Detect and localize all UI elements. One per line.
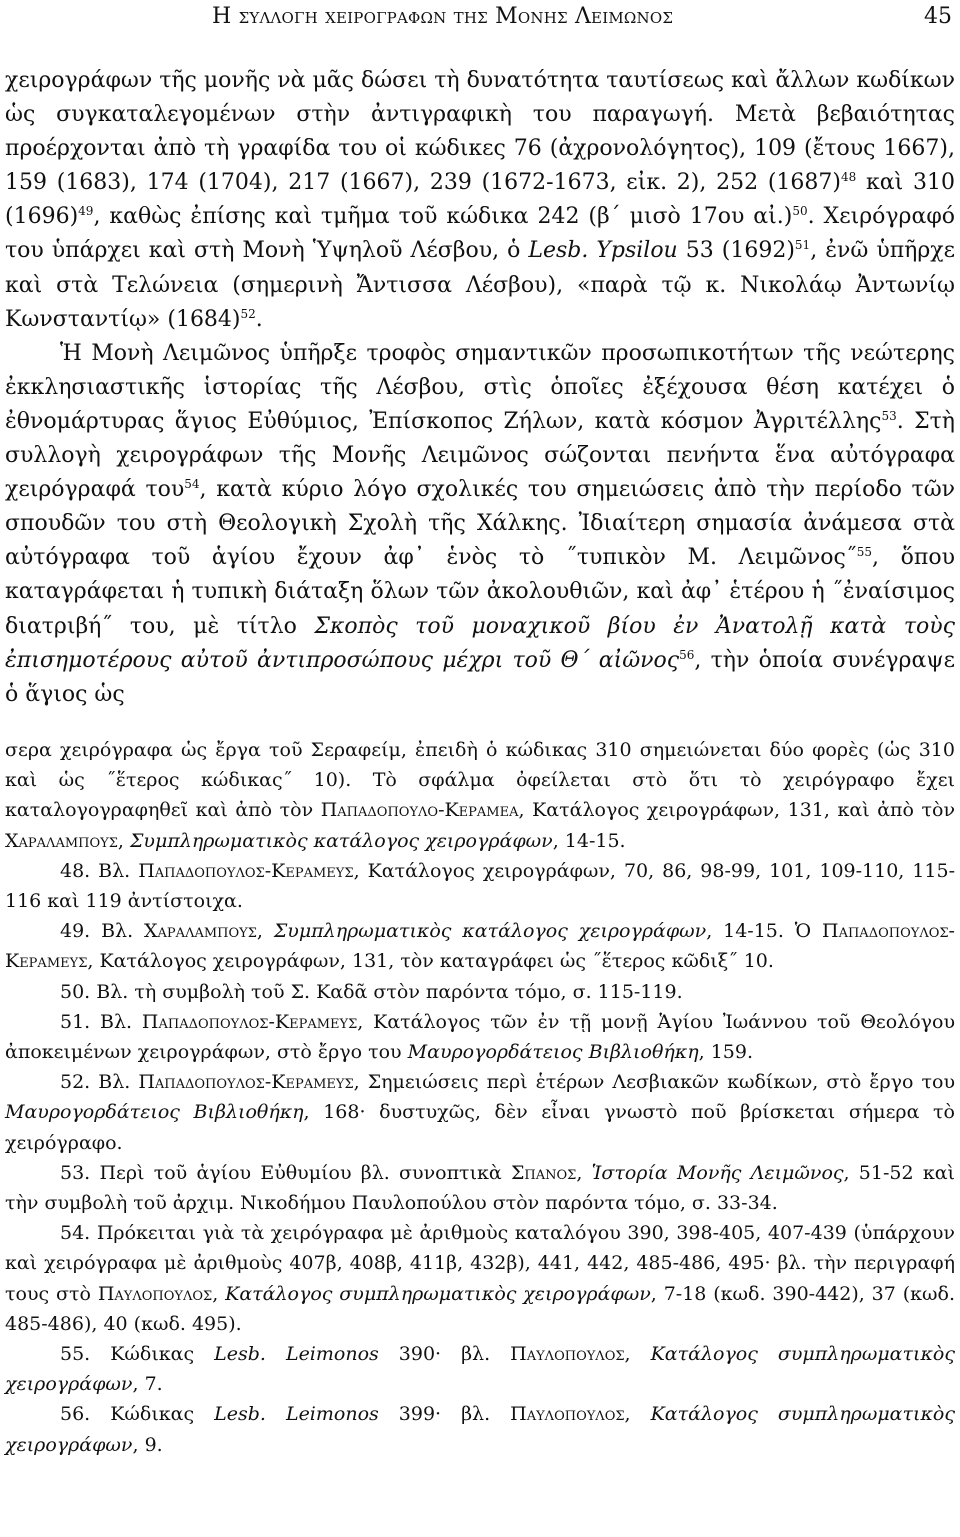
text-run: 49. Βλ. <box>60 920 145 943</box>
text-run: χειρογράφων τῆς μονῆς νὰ μᾶς δώσει τὴ δυνατότητα ταυτίσεως καὶ ἄλλων κωδίκων ὡς συγκαταλεγομένων στὴν ἀντιγραφικὴ του παραγωγή. Μετὰ βεβαιότητας προέρχονται ἀπὸ τὴ γραφίδα του οἱ κώδικες 76 (ἀχρονολόγητος), 109 (ἔτους 1667), 159 (1683), 174 (1704), 217 (1667), 239 (1672-1673, εἰκ. 2), 252 (1687) <box>5 68 955 196</box>
manuscript-siglum: Lesb. Leimonos <box>214 1343 379 1366</box>
manuscript-siglum: Lesb. Leimonos <box>214 1403 379 1426</box>
footnote-ref[interactable]: 48 <box>841 170 857 185</box>
text-run: , ἐνῶ ὑπῆρχε καὶ στὰ Τελώνεια (σημερινὴ Ἄντισσα Λέσβου), «παρὰ τῷ κ. Νικολάῳ Ἀντωνίῳ Κωνσταντίῳ» (1684) <box>5 238 955 332</box>
text-run: , <box>212 1282 226 1305</box>
footnote-49 <box>5 916 955 976</box>
text-run: 52. Βλ. <box>60 1071 139 1094</box>
work-title: Κατάλογος συμπληρωματικὸς χειρογράφων <box>5 1403 955 1456</box>
text-run: 56. Κώδικας <box>60 1403 215 1426</box>
footnotes <box>5 735 955 1460</box>
text-run: , 9. <box>132 1433 163 1456</box>
text-run: . Στὴ συλλογὴ χειρογράφων τῆς Μονῆς Λειμῶνος σώζονται πενήντα ἕνα αὐτόγραφα χειρόγραφά του <box>5 408 955 503</box>
footnote-ref[interactable]: 50 <box>792 204 808 219</box>
author-name: Παπαδοπουλος-Κεραμευς <box>138 1071 354 1094</box>
text-run: , καθὼς ἐπίσης καὶ τμῆμα τοῦ κώδικα 242 (β΄ μισὸ 17ου αἰ.) <box>93 204 793 230</box>
footnote-53 <box>5 1158 955 1218</box>
text-run: , 168· δυστυχῶς, δὲν εἶναι γνωστὸ ποῦ βρίσκεται σήμερα τὸ χειρόγραφο. <box>5 1101 955 1154</box>
footnote-ref[interactable]: 52 <box>240 306 256 321</box>
text-run: , <box>624 1403 651 1426</box>
footnote-48 <box>5 856 955 916</box>
author-name: Σπανος <box>510 1161 577 1184</box>
footnote-51 <box>5 1007 955 1067</box>
text-run: , ὅπου καταγράφεται ἡ τυπικὴ διάταξη ὅλων τῶν ἀκολουθιῶν, καὶ ἀφ᾽ ἑτέρου ἡ ˝ἐναίσιμος διατριβή˝ του, μὲ τίτλο <box>5 545 955 639</box>
text-run: , Κατάλογος χειρογράφων, 70, 86, 98-99, 101, 109-110, 115-116 καὶ 119 ἀντίστοιχα. <box>5 859 955 913</box>
footnote-ref[interactable]: 53 <box>881 408 897 423</box>
footnote-ref[interactable]: 54 <box>184 477 200 492</box>
running-title: Η συλλογη χειρογραφων της Μονης Λειμωνος <box>212 4 674 29</box>
author-name: Παυλοπουλος <box>97 1282 213 1305</box>
text-run: 399· βλ. <box>378 1403 511 1426</box>
text-run: σερα χειρόγραφα ὡς ἔργα τοῦ Σεραφείμ, ἐπειδὴ ὁ κώδικας 310 σημειώνεται δύο φορὲς (ὡς 310 καὶ ὡς ˝ἕτερος κώδικας˝ 10). Τὸ σφάλμα ὀφείλεται στὸ ὅτι τὸ χειρόγραφο ἔχει καταλογογραφηθεῖ καὶ ἀπὸ τὸν <box>5 739 955 822</box>
work-title: Μαυρογορδάτειος Βιβλιοθήκη <box>407 1041 699 1064</box>
work-title: Συμπληρωματικὸς κατάλογος χειρογράφων <box>273 920 707 943</box>
text-run: , κατὰ κύριο λόγο σχολικές του σημειώσεις ἀπὸ τὴν περίοδο τῶν σπουδῶν του στὴ Θεολογικὴ Σχολὴ τῆς Χάλκης. Ἰδιαίτερη σημασία ἀνάμεσα στὰ αὐτόγραφα τοῦ ἁγίου ἔχουν ἀφ᾽ ἑνὸς τὸ ˝τυπικὸν Μ. Λειμῶνος˝ <box>5 477 956 571</box>
running-header <box>0 0 960 40</box>
author-name: Χαραλαμπους <box>5 829 118 852</box>
text-run: 53 (1692) <box>677 238 795 264</box>
work-title: Σκοπὸς τοῦ μοναχικοῦ βίου ἐν Ἀνατολῇ κατὰ τοὺς ἐπισημοτέρους αὐτοῦ ἀντιπροσώπους μέχρι τοῦ Θ΄ αἰῶνος <box>5 613 955 673</box>
text-run: , 159. <box>698 1041 753 1064</box>
text-run: , τὴν ὁποία συνέγραψε ὁ ἅγιος ὡς <box>5 647 955 707</box>
text-run: , 51-52 καὶ τὴν συμβολὴ τοῦ ἀρχιμ. Νικοδήμου Παυλοπούλου στὸν παρόντα τόμο, σ. 33-34. <box>5 1161 955 1215</box>
work-title: Συμπληρωματικὸς κατάλογος χειρογράφων <box>130 829 553 852</box>
author-name: Παπαδοπουλος-Κεραμευς <box>5 920 955 973</box>
paragraph <box>5 64 955 337</box>
footnote-55 <box>5 1339 955 1399</box>
main-text <box>5 64 955 712</box>
text-run: , 14-15. <box>552 829 626 852</box>
text-run: , Κατάλογος τῶν ἐν τῇ μονῇ Ἁγίου Ἰωάννου τοῦ Θεολόγου ἀποκειμένων χειρογράφων, στὸ ἔργο του <box>5 1010 955 1064</box>
text-run: Ἡ Μονὴ Λειμῶνος ὑπῆρξε τροφὸς σημαντικῶν προσωπικοτήτων τῆς νεώτερης ἐκκλησιαστικῆς ἱστορίας τῆς Λέσβου, στὶς ὁποῖες ἐξέχουσα θέση κατέχει ὁ ἐθνομάρτυρας ἅγιος Εὐθύμιος, Ἐπίσκοπος Ζήλων, κατὰ κόσμον Ἀγριτέλλης <box>5 340 955 434</box>
author-name: Παπαδοπουλος-Κεραμευς <box>141 1010 358 1033</box>
text-run: , <box>256 920 274 943</box>
work-title: Ἱστορία Μονῆς Λειμῶνος <box>591 1161 844 1184</box>
footnote-continuation <box>5 735 955 856</box>
text-run: , 7. <box>132 1373 163 1396</box>
footnote-50 <box>5 977 955 1007</box>
text-run: , <box>576 1161 592 1184</box>
author-name: Παπαδοπουλος-Κεραμευς <box>138 859 354 882</box>
text-run: 51. Βλ. <box>60 1010 142 1033</box>
text-run: , Κατάλογος χειρογράφων, 131, τὸν καταγράφει ὡς ˝ἕτερος κῶδιξ˝ 10. <box>87 950 774 973</box>
text-run: , <box>117 829 130 852</box>
footnote-52 <box>5 1067 955 1158</box>
author-name: Παυλοπουλος <box>510 1343 625 1366</box>
author-name: Παυλοπουλος <box>510 1403 625 1426</box>
footnote-ref[interactable]: 55 <box>856 545 873 560</box>
text-run: , Σημειώσεις περὶ ἑτέρων Λεσβιακῶν κωδίκων, στὸ ἔργο του <box>353 1071 955 1094</box>
text-run: , 14-15. Ὁ <box>706 920 823 943</box>
footnote-ref[interactable]: 49 <box>78 204 94 219</box>
text-run: , 7-18 (κωδ. 390-442), 37 (κωδ. 485-486), 40 (κωδ. 495). <box>5 1282 955 1335</box>
author-name: Παπαδοπουλο-Κεραμεα <box>320 799 519 822</box>
text-run: καὶ 310 (1696) <box>5 170 955 230</box>
page-number: 45 <box>924 4 952 29</box>
text-run: . <box>255 306 263 332</box>
text-run: , Κατάλογος χειρογράφων, 131, καὶ ἀπὸ τὸν <box>518 799 956 822</box>
text-run: 54. Πρόκειται γιὰ τὰ χειρόγραφα μὲ ἀριθμοὺς καταλόγου 390, 398-405, 407-439 (ὑπάρχουν καὶ χειρόγραφα μὲ ἀριθμοὺς 407β, 408β, 411β, 432β), 441, 442, 485-486, 495· βλ. τὴν περιγραφή τους στὸ <box>5 1222 955 1305</box>
footnote-ref[interactable]: 51 <box>794 238 811 253</box>
paragraph <box>5 337 955 712</box>
work-title: Κατάλογος συμπληρωματικὸς χειρογράφων <box>5 1343 955 1396</box>
text-run: 55. Κώδικας <box>60 1343 215 1366</box>
text-run: 390· βλ. <box>378 1343 511 1366</box>
manuscript-siglum: Lesb. Ypsilou <box>528 238 678 264</box>
work-title: Μαυρογορδάτειος Βιβλιοθήκη <box>5 1101 304 1124</box>
text-run: . Χειρόγραφό του ὑπάρχει καὶ στὴ Μονὴ Ὑψηλοῦ Λέσβου, ὁ <box>5 204 955 264</box>
footnote-ref[interactable]: 56 <box>679 647 695 662</box>
author-name: Χαραλαμπους <box>144 920 257 943</box>
work-title: Κατάλογος συμπληρωματικὸς χειρογράφων <box>225 1282 651 1305</box>
text-run: 48. Βλ. <box>60 859 139 882</box>
text-run: , <box>624 1343 651 1366</box>
footnote-54 <box>5 1218 955 1339</box>
text-run: 53. Περὶ τοῦ ἁγίου Εὐθυμίου βλ. συνοπτικὰ <box>60 1161 511 1184</box>
footnote-56 <box>5 1399 955 1459</box>
text-run: 50. Βλ. τὴ συμβολὴ τοῦ Σ. Καδᾶ στὸν παρόντα τόμο, σ. 115-119. <box>60 980 683 1003</box>
